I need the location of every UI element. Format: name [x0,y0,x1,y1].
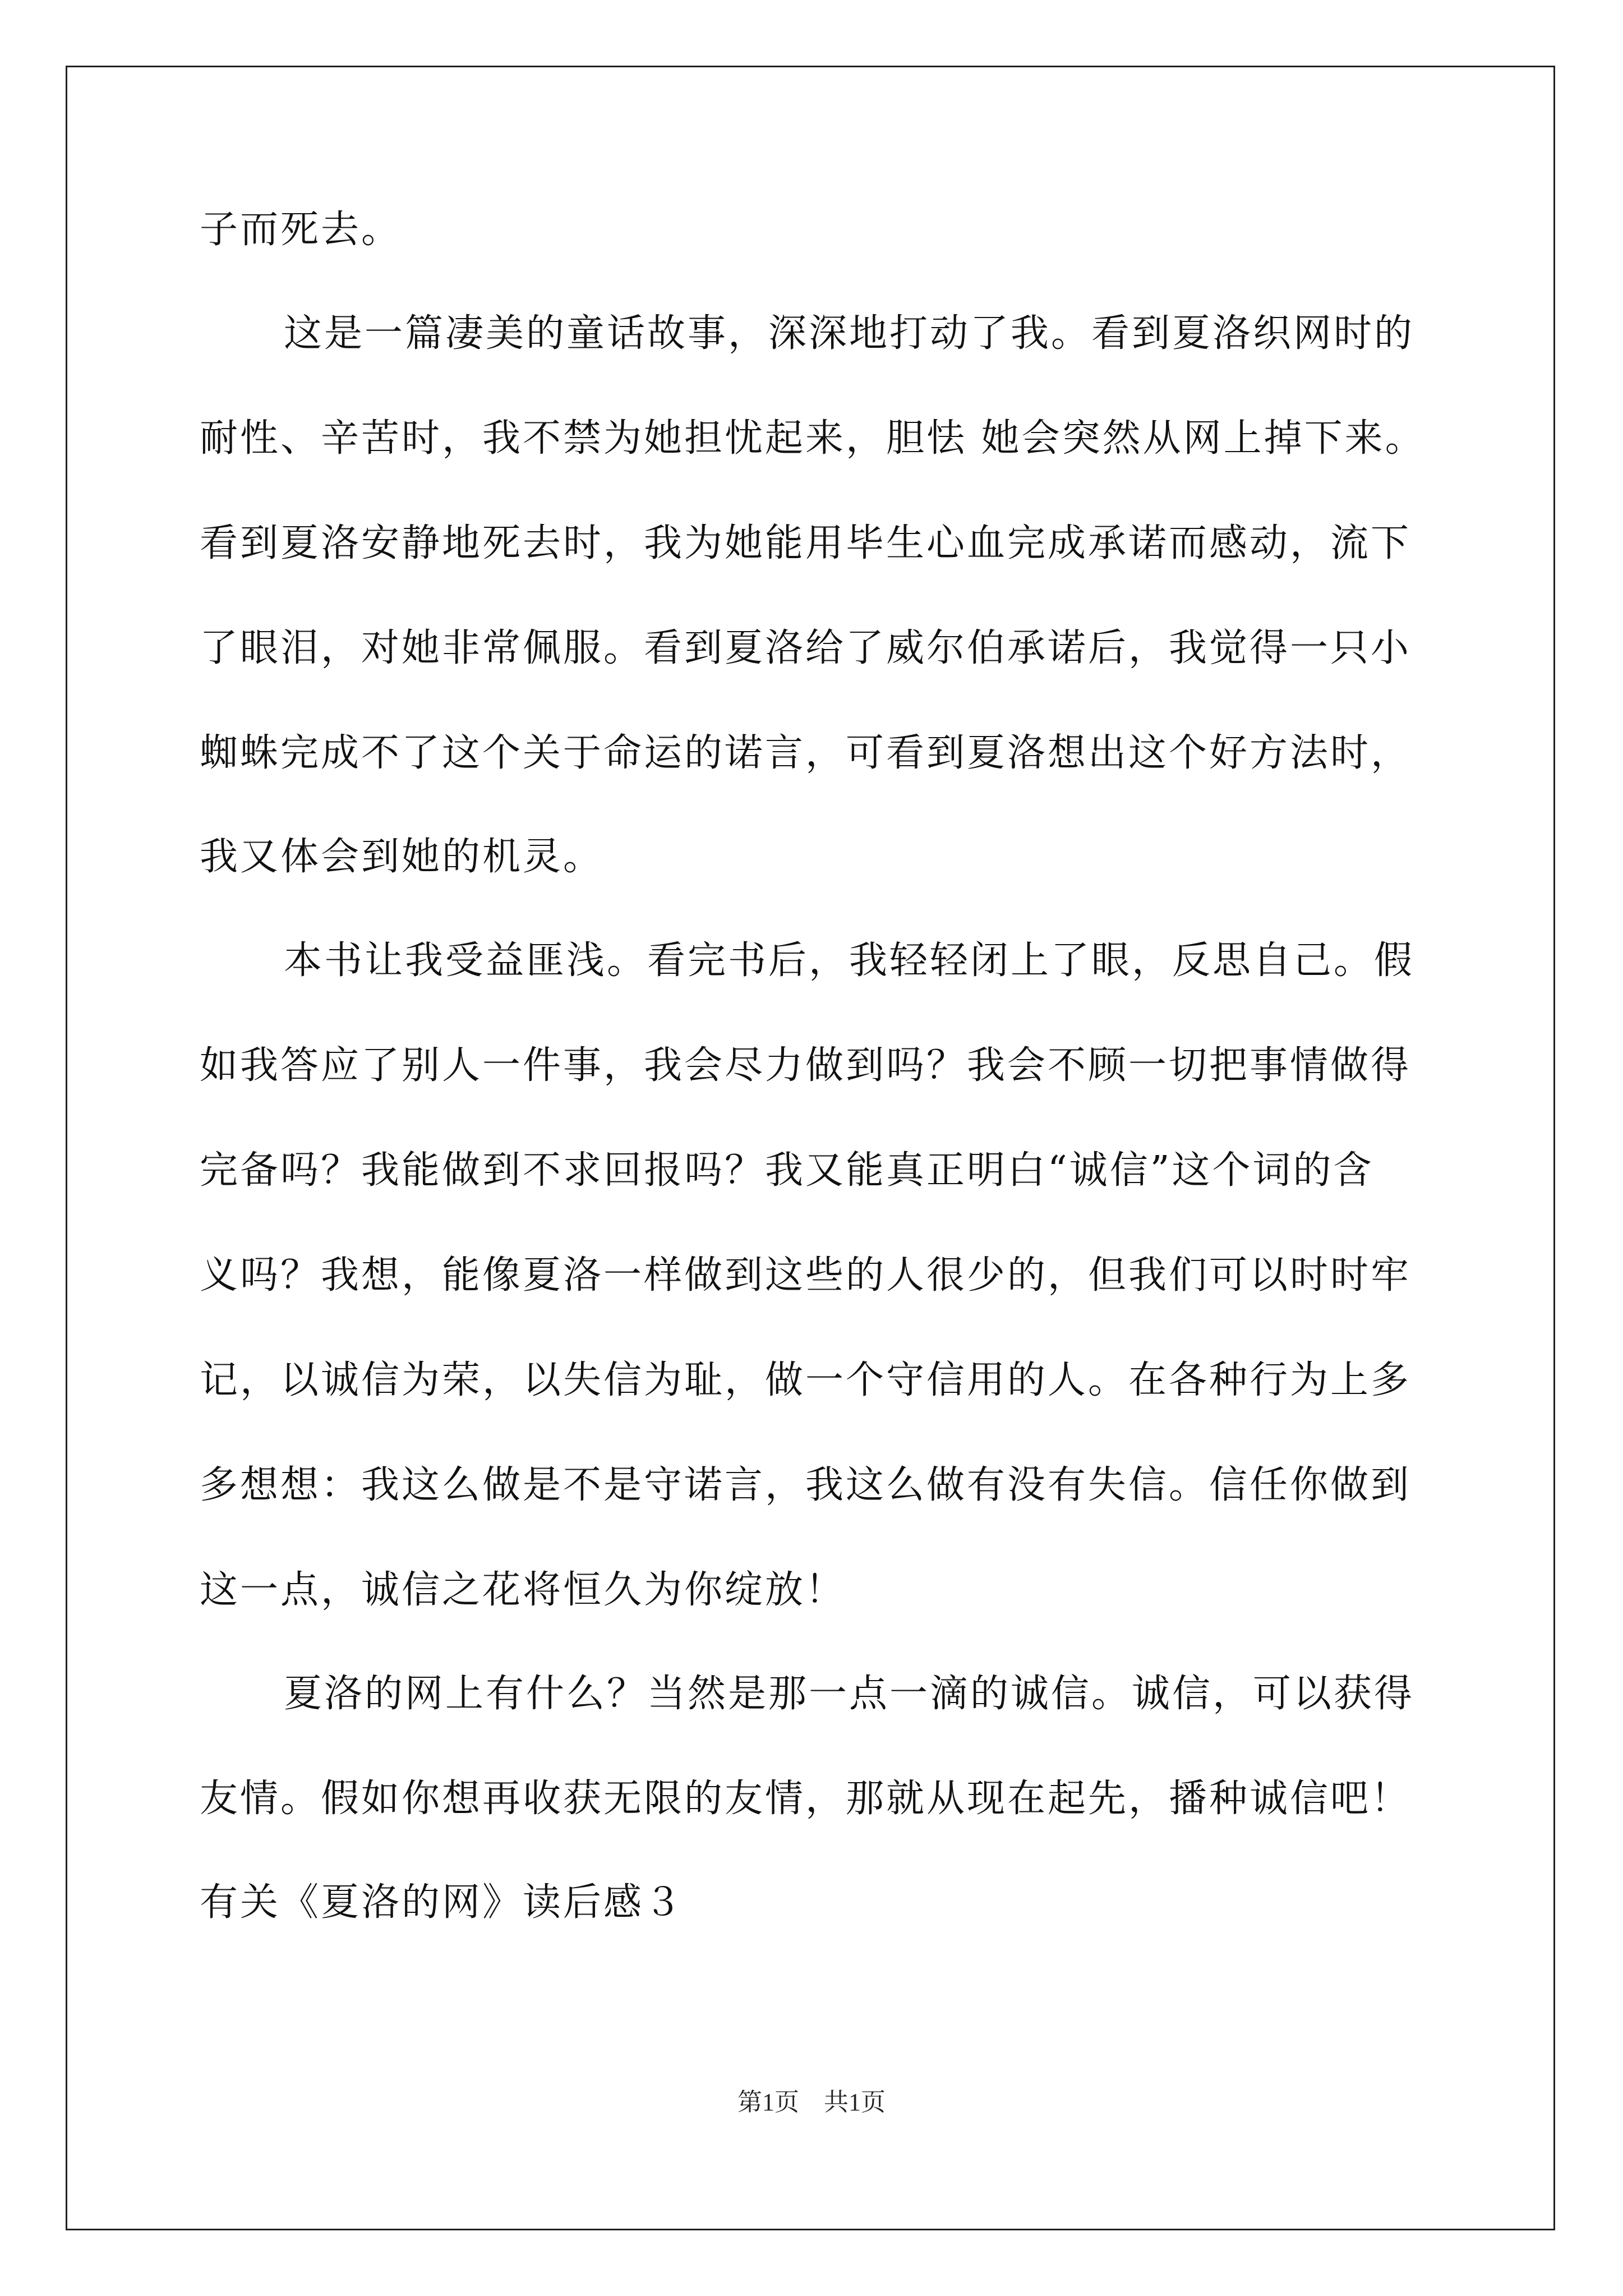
page-number-footer: 第1页 共1页 [737,2088,886,2116]
text-line: 义吗？我想，能像夏洛一样做到这些的人很少的，但我们可以时时牢 [200,1253,1412,1297]
text-line: 友情。假如你想再收获无限的友情，那就从现在起先，播种诚信吧！ [200,1777,1412,1821]
text-line: 完备吗？我能做到不求回报吗？我又能真正明白“诚信”这个词的含 [200,1148,1374,1193]
paragraph-first-line: 夏洛的网上有什么？当然是那一点一滴的诚信。诚信，可以获得 [284,1672,1415,1716]
text-line: 耐性、辛苦时，我不禁为她担忧起来，胆怯 她会突然从网上掉下来。 [200,416,1426,461]
text-line: 如我答应了别人一件事，我会尽力做到吗？我会不顾一切把事情做得 [200,1043,1412,1088]
text-line: 这一点，诚信之花将恒久为你绽放！ [200,1568,846,1612]
text-line: 多想想：我这么做是不是守诺言，我这么做有没有失信。信任你做到 [200,1463,1412,1507]
text-line: 我又体会到她的机灵。 [200,835,604,879]
text-line: 看到夏洛安静地死去时，我为她能用毕生心血完成承诺而感动，流下 [200,521,1412,565]
paragraph-first-line: 本书让我受益匪浅。看完书后，我轻轻闭上了眼，反思自己。假 [284,938,1415,983]
paragraph-first-line: 这是一篇凄美的童话故事，深深地打动了我。看到夏洛织网时的 [284,311,1415,356]
text-line: 记，以诚信为荣，以失信为耻，做一个守信用的人。在各种行为上多 [200,1358,1412,1402]
section-heading: 有关《夏洛的网》读后感３ [200,1880,685,1925]
text-line: 子而死去。 [200,208,402,252]
text-line: 蜘蛛完成不了这个关于命运的诺言，可看到夏洛想出这个好方法时， [200,731,1412,775]
text-line: 了眼泪，对她非常佩服。看到夏洛给了威尔伯承诺后，我觉得一只小 [200,626,1412,670]
